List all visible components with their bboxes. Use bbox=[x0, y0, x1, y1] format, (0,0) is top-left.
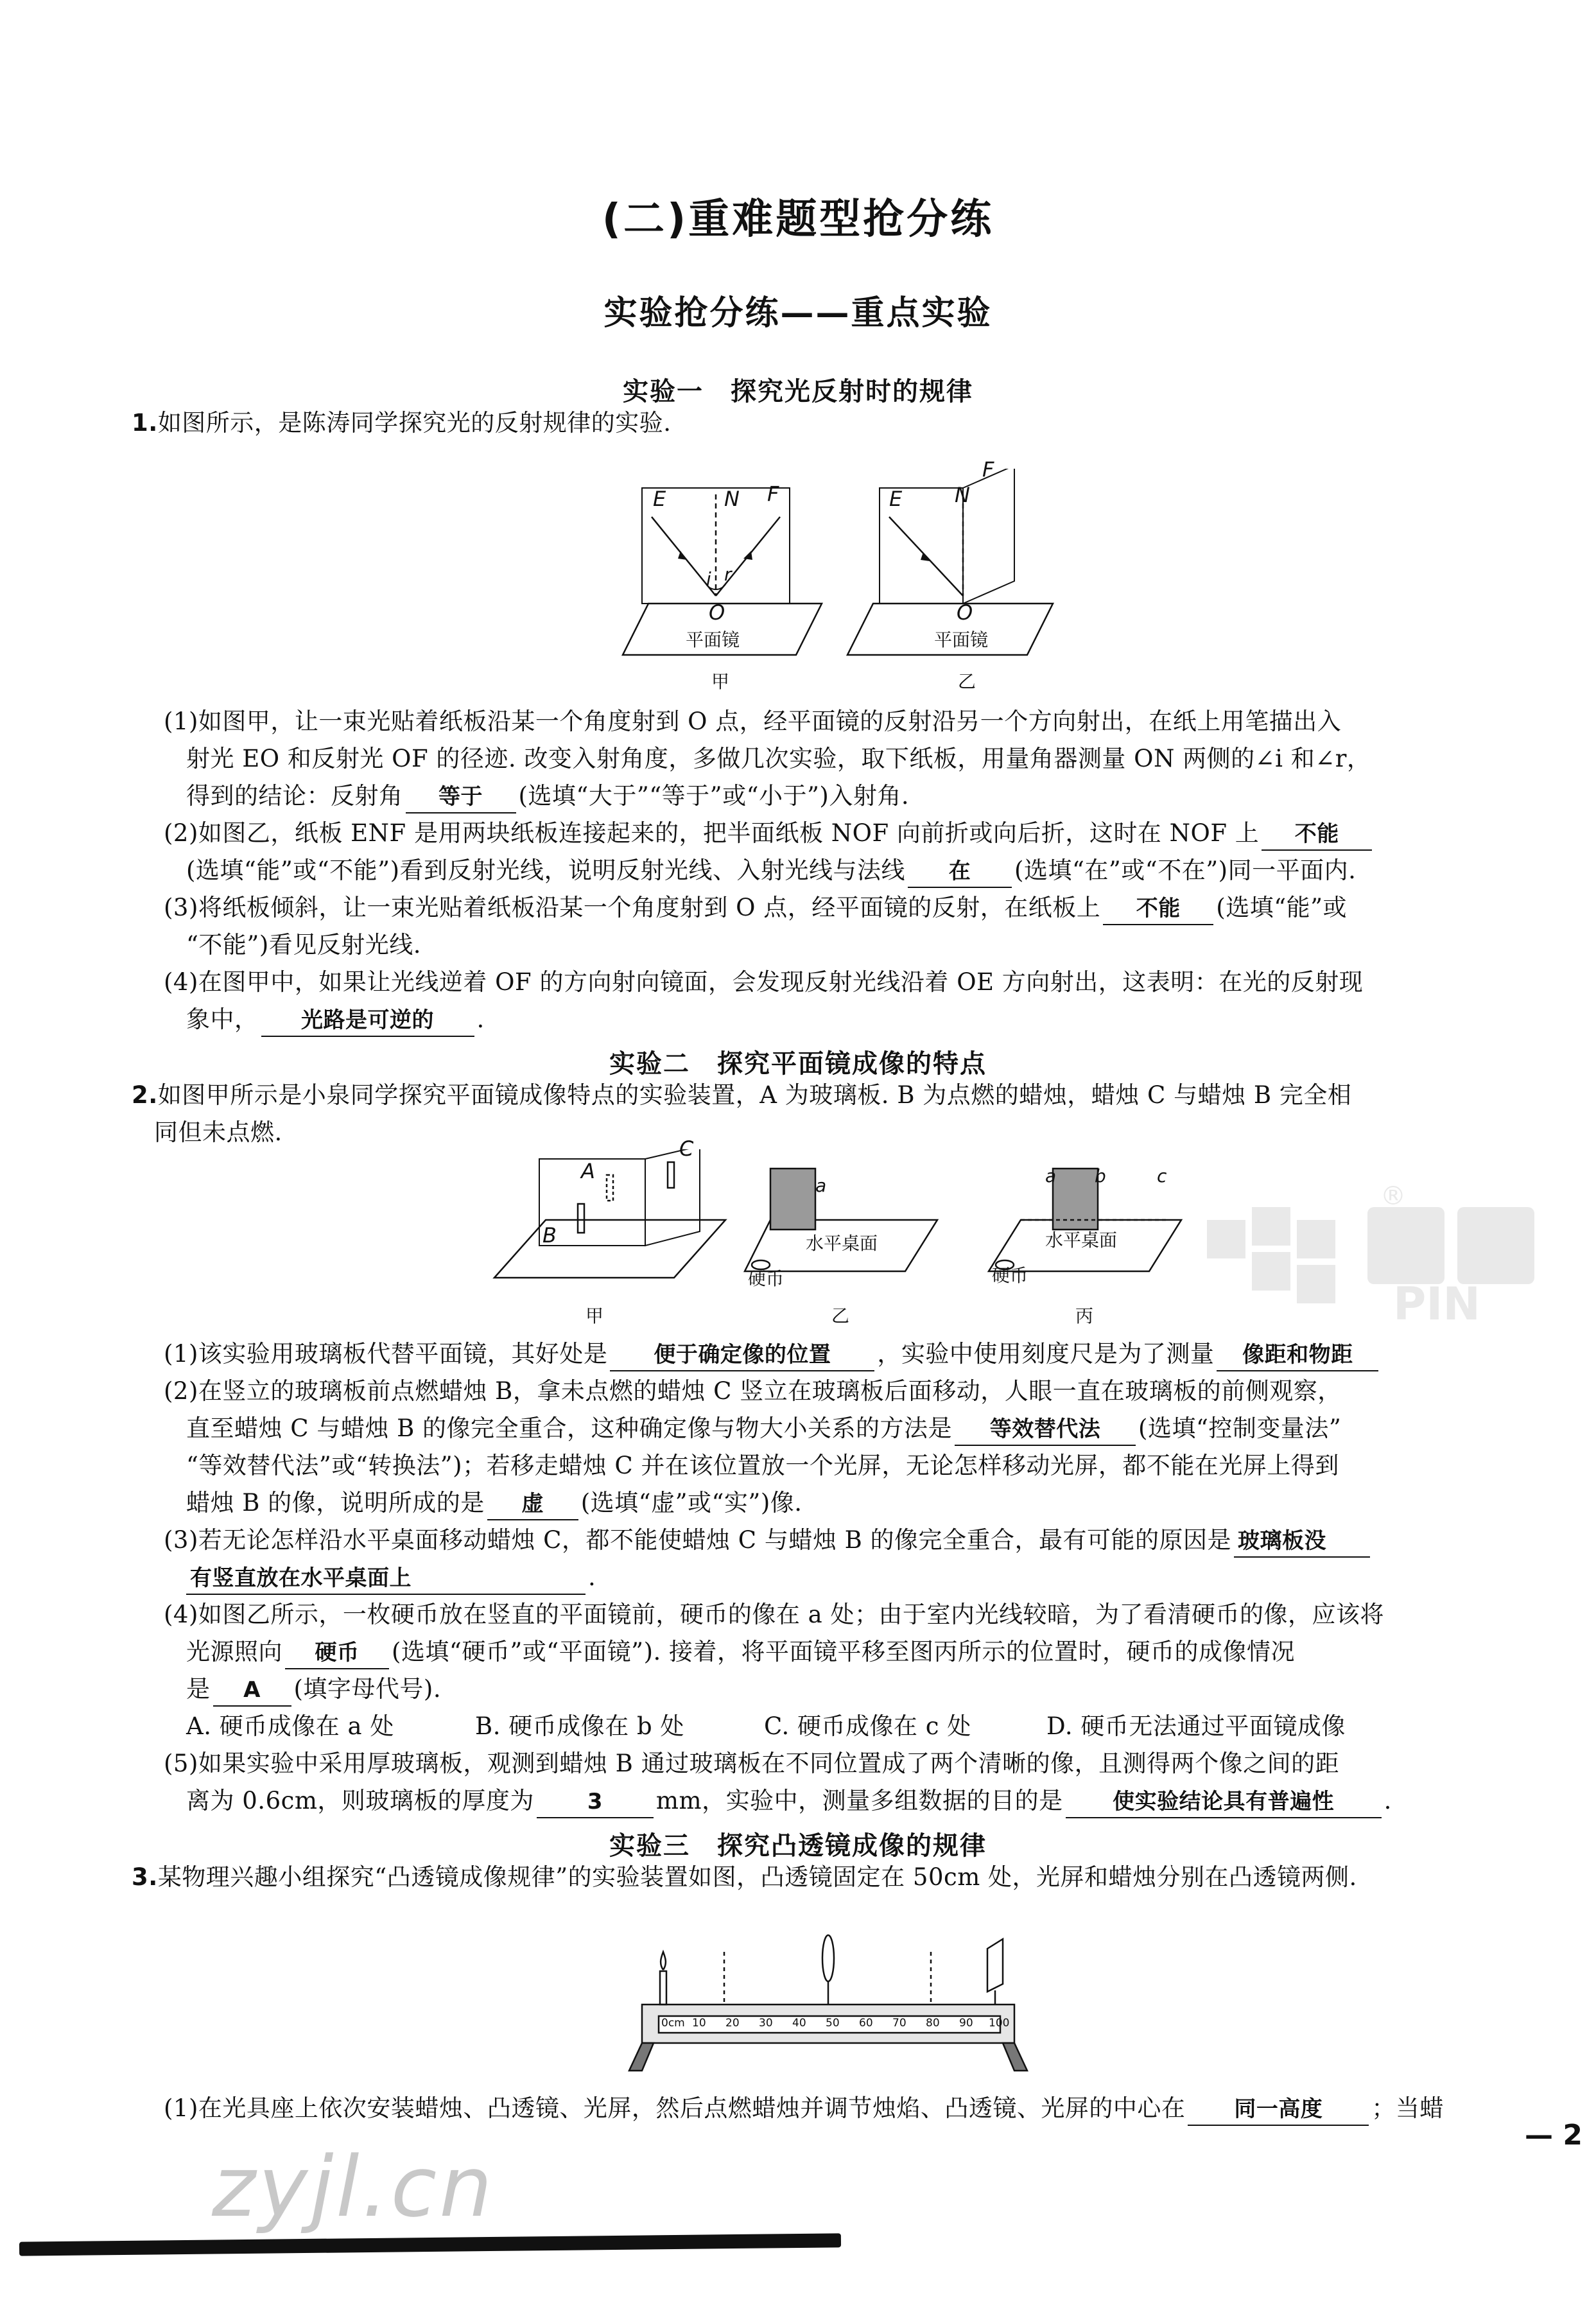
exp2-p4-text3: 是 bbox=[186, 1675, 211, 1703]
exp2-p5-answer2: 使实验结论具有普遍性 bbox=[1066, 1786, 1382, 1818]
exp2-p3-answer2: 有竖直放在水平桌面上 bbox=[186, 1563, 585, 1595]
exp1-p4-text: 象中， bbox=[186, 1005, 259, 1033]
exp1-p2-answer1: 不能 bbox=[1262, 819, 1372, 851]
caption-yi: 乙 bbox=[958, 671, 976, 692]
exp1-p4-answer: 光路是可逆的 bbox=[261, 1005, 474, 1037]
exp2-intro-line1 bbox=[132, 1080, 1351, 1111]
option-d: D. 硬币无法通过平面镜成像 bbox=[1046, 1712, 1346, 1740]
convex-lens bbox=[822, 1935, 834, 1981]
ruler-label: 100 bbox=[989, 2017, 1010, 2030]
question-number: 3. bbox=[132, 1863, 158, 1891]
label-f-yi: F bbox=[982, 457, 994, 482]
exp2-p4-answer1: 硬币 bbox=[285, 1637, 389, 1669]
exp2-options bbox=[186, 1711, 1346, 1742]
label-coin-yi: 硬币 bbox=[748, 1268, 785, 1289]
label-b-candle: B bbox=[542, 1223, 557, 1248]
caption-bing-2: 丙 bbox=[1075, 1305, 1094, 1326]
exp1-p4-end: . bbox=[476, 1005, 485, 1033]
board-right-yi bbox=[963, 469, 1014, 604]
ruler-label: 50 bbox=[826, 2017, 840, 2030]
option-b: B. 硬币成像在 b 处 bbox=[475, 1712, 684, 1740]
exp1-p1-answer: 等于 bbox=[406, 781, 516, 813]
ruler-label: 70 bbox=[892, 2017, 906, 2030]
exp2-p3-answer1: 玻璃板没 bbox=[1234, 1526, 1370, 1558]
exp2-p5-line1: (5)如果实验中采用厚玻璃板，观测到蜡烛 B 通过玻璃板在不同位置成了两个清晰的像，且测得两个像之间的距 bbox=[164, 1750, 1340, 1777]
label-c-candle: C bbox=[679, 1136, 694, 1161]
exp2-p2-line2 bbox=[186, 1413, 1341, 1446]
exp3-p1-text2: ；当蜡 bbox=[1371, 2094, 1444, 2122]
exp2-p2-answer1: 等效替代法 bbox=[955, 1414, 1136, 1446]
page-title: (二)重难题型抢分练 bbox=[602, 196, 994, 243]
exp2-p1-text2: ，实验中使用刻度尺是为了测量 bbox=[877, 1340, 1215, 1368]
label-i-jia: i bbox=[706, 568, 711, 589]
exp1-p1-line1: (1)如图甲，让一束光贴着纸板沿某一个角度射到 O 点，经平面镜的反射沿另一个方向射出，在纸上用笔描出入 bbox=[164, 708, 1342, 735]
exp1-p3-line2: “不能”)看见反射光线. bbox=[186, 931, 422, 959]
exp1-p3-line1 bbox=[164, 892, 1347, 925]
exp2-p4-hint2: (填字母代号). bbox=[293, 1675, 442, 1703]
mirror-yi bbox=[770, 1169, 815, 1230]
exp3-p1-text: (1)在光具座上依次安装蜡烛、凸透镜、光屏，然后点燃蜡烛并调节烛焰、凸透镜、光屏的中心在 bbox=[164, 2094, 1186, 2122]
bottom-bar bbox=[19, 2233, 841, 2256]
exp1-p2-answer2: 在 bbox=[908, 856, 1012, 888]
figure2-bing bbox=[989, 1169, 1181, 1271]
exp1-p4-line2 bbox=[186, 1004, 485, 1037]
question-number: 1. bbox=[132, 409, 158, 437]
page-number: — 2 bbox=[1525, 2119, 1583, 2152]
label-r-jia: r bbox=[724, 564, 732, 585]
exp2-p2-line4 bbox=[186, 1488, 802, 1520]
exp1-intro-text: 如图所示，是陈涛同学探究光的反射规律的实验. bbox=[157, 409, 672, 437]
ruler-label: 10 bbox=[692, 2017, 706, 2030]
exp2-p3-end: . bbox=[588, 1563, 596, 1591]
exp1-p2-text: (2)如图乙，纸板 ENF 是用两块纸板连接起来的，把半面纸板 NOF 向前折或向后折，这时在 NOF 上 bbox=[164, 819, 1260, 847]
figure2-jia bbox=[494, 1149, 725, 1278]
registered-mark: ® bbox=[1380, 1181, 1406, 1211]
exp2-p5-text: 离为 0.6cm，则玻璃板的厚度为 bbox=[186, 1787, 534, 1814]
candle-c bbox=[668, 1162, 674, 1188]
exp2-p1-text: (1)该实验用玻璃板代替平面镜，其好处是 bbox=[164, 1340, 608, 1368]
label-a-glass: A bbox=[581, 1159, 595, 1183]
exp2-p4-answer2: A bbox=[213, 1674, 291, 1707]
exp1-p1-text: 得到的结论：反射角 bbox=[186, 782, 403, 810]
label-o-jia: O bbox=[709, 600, 725, 625]
exp2-p1-answer1: 便于确定像的位置 bbox=[610, 1339, 874, 1371]
ruler-label: 90 bbox=[959, 2017, 973, 2030]
label-f-jia: F bbox=[767, 482, 779, 506]
exp1-heading: 实验一 探究光反射时的规律 bbox=[623, 377, 973, 406]
option-a: A. 硬币成像在 a 处 bbox=[186, 1712, 394, 1740]
optical-bench-figure bbox=[623, 1933, 1034, 2074]
exp2-p4-hint: (选填“硬币”或“平面镜”). 接着，将平面镜平移至图丙所示的位置时，硬币的成像情况 bbox=[392, 1638, 1296, 1666]
exp1-p4-line1: (4)在图甲中，如果让光线逆着 OF 的方向射向镜面，会发现反射光线沿着 OE 方向射出，这表明：在光的反射现 bbox=[164, 968, 1364, 996]
exp3-p1-line1 bbox=[164, 2093, 1444, 2126]
watermark-text: zyjl.cn bbox=[212, 2138, 495, 2236]
label-desk-yi: 水平桌面 bbox=[806, 1233, 878, 1254]
exp2-p4-line1: (4)如图乙所示，一枚硬币放在竖直的平面镜前，硬币的像在 a 处；由于室内光线较暗，为了看清硬币的像，应该将 bbox=[164, 1601, 1384, 1628]
bench-leg-right bbox=[1003, 2043, 1027, 2071]
exp3-p1-answer: 同一高度 bbox=[1188, 2094, 1369, 2126]
label-coin-bing: 硬币 bbox=[992, 1265, 1028, 1286]
label-e-yi: E bbox=[889, 487, 903, 511]
exp2-p4-line2 bbox=[186, 1637, 1295, 1669]
exp2-heading: 实验二 探究平面镜成像的特点 bbox=[609, 1049, 987, 1079]
ruler-label: 20 bbox=[725, 2017, 740, 2030]
exp1-p1-hint: (选填“大于”“等于”或“小于”)入射角. bbox=[518, 782, 910, 810]
candle-flame bbox=[661, 1952, 666, 1970]
caption-yi-2: 乙 bbox=[831, 1305, 850, 1326]
label-a-yi: a bbox=[815, 1175, 827, 1196]
bench-leg-left bbox=[629, 2043, 654, 2071]
caption-jia-2: 甲 bbox=[585, 1305, 604, 1326]
ruler-label: 40 bbox=[792, 2017, 806, 2030]
exp2-p2-text4: 蜡烛 B 的像，说明所成的是 bbox=[186, 1489, 485, 1517]
option-c: C. 硬币成像在 c 处 bbox=[764, 1712, 971, 1740]
exp2-p2-line1: (2)在竖立的玻璃板前点燃蜡烛 B，拿未点燃的蜡烛 C 竖立在玻璃板后面移动，人眼一直在玻璃板的前侧观察， bbox=[164, 1377, 1342, 1405]
exp1-p1-line3 bbox=[186, 781, 909, 813]
exp3-heading: 实验三 探究凸透镜成像的规律 bbox=[609, 1831, 987, 1861]
exp2-p2-hint: (选填“控制变量法” bbox=[1138, 1414, 1342, 1442]
exp2-p3-line2 bbox=[186, 1562, 596, 1595]
exp2-intro-text: 如图甲所示是小泉同学探究平面镜成像特点的实验装置，A 为玻璃板. B 为点燃的蜡烛，蜡烛 C 与蜡烛 B 完全相 bbox=[157, 1081, 1352, 1109]
exp1-p2-hint: (选填“在”或“不在”)同一平面内. bbox=[1014, 857, 1357, 884]
exp2-p1-line1 bbox=[164, 1339, 1381, 1371]
page-subtitle: 实验抢分练——重点实验 bbox=[603, 294, 993, 333]
exp2-p3-line1 bbox=[164, 1525, 1373, 1558]
ruler-label: 80 bbox=[926, 2017, 940, 2030]
candle-b bbox=[578, 1204, 584, 1233]
exp1-figure bbox=[616, 469, 1066, 668]
exp1-p1-line2: 射光 EO 和反射光 OF 的径迹. 改变入射角度，多做几次实验，取下纸板，用量角器测量 ON 两侧的∠i 和∠r， bbox=[186, 745, 1371, 772]
ruler-labels bbox=[661, 2017, 1021, 2030]
label-mirror-jia: 平面镜 bbox=[686, 629, 740, 650]
exp2-p1-answer2: 像距和物距 bbox=[1217, 1339, 1378, 1371]
exp2-p2-hint2: (选填“虚”或“实”)像. bbox=[580, 1489, 802, 1517]
table-jia bbox=[494, 1220, 725, 1278]
exp2-p5-end: . bbox=[1383, 1787, 1392, 1814]
exp2-p5-text2: mm，实验中，测量多组数据的目的是 bbox=[655, 1787, 1063, 1814]
exp2-p2-text: 直至蜡烛 C 与蜡烛 B 的像完全重合，这种确定像与物大小关系的方法是 bbox=[186, 1414, 953, 1442]
caption-jia: 甲 bbox=[711, 671, 730, 692]
ruler-label: 60 bbox=[859, 2017, 873, 2030]
exp3-intro bbox=[132, 1862, 1357, 1893]
ruler-label: 0cm bbox=[661, 2017, 685, 2030]
light-screen bbox=[987, 1939, 1003, 1992]
exp2-p5-answer1: 3 bbox=[537, 1786, 654, 1818]
label-a-bing: a bbox=[1045, 1165, 1057, 1187]
label-b-bing: b bbox=[1095, 1165, 1106, 1187]
exp1-p2-line1 bbox=[164, 818, 1375, 851]
exp1-p3-text: (3)将纸板倾斜，让一束光贴着纸板沿某一个角度射到 O 点，经平面镜的反射，在纸板上 bbox=[164, 894, 1101, 921]
label-mirror-yi: 平面镜 bbox=[934, 629, 989, 650]
label-c-bing: c bbox=[1157, 1165, 1167, 1187]
exp2-intro-line2: 同但未点燃. bbox=[154, 1118, 282, 1146]
publisher-logo-watermark bbox=[1201, 1181, 1586, 1335]
candle-image bbox=[607, 1175, 613, 1201]
label-e-jia: E bbox=[653, 487, 666, 511]
exp1-p3-hint: (选填“能”或 bbox=[1216, 894, 1348, 921]
exp1-p2-text2: (选填“能”或“不能”)看到反射光线，说明反射光线、入射光线与法线 bbox=[186, 857, 906, 884]
exp2-p4-text: 光源照向 bbox=[186, 1638, 282, 1666]
exp1-p2-line2 bbox=[186, 855, 1356, 888]
exp3-intro-text: 某物理兴趣小组探究“凸透镜成像规律”的实验装置如图，凸透镜固定在 50cm 处，光屏和蜡烛分别在凸透镜两侧. bbox=[157, 1863, 1357, 1891]
exp2-p4-line3 bbox=[186, 1674, 441, 1707]
logo-text: PIN bbox=[1393, 1278, 1480, 1330]
label-n-jia: N bbox=[724, 487, 740, 511]
label-n-yi: N bbox=[955, 483, 970, 507]
ruler-label: 30 bbox=[759, 2017, 773, 2030]
candle bbox=[660, 1971, 666, 2005]
exp1-intro bbox=[132, 408, 672, 439]
exp2-p2-answer2: 虚 bbox=[487, 1488, 578, 1520]
exp2-p3-text: (3)若无论怎样沿水平桌面移动蜡烛 C，都不能使蜡烛 C 与蜡烛 B 的像完全重合，最有可能的原因是 bbox=[164, 1526, 1232, 1554]
figure2-yi bbox=[745, 1169, 937, 1271]
question-number: 2. bbox=[132, 1081, 158, 1109]
label-o-yi: O bbox=[957, 600, 973, 625]
exp2-p2-line3: “等效替代法”或“转换法”)；若移走蜡烛 C 并在该位置放一个光屏，无论怎样移动光屏，都不能在光屏上得到 bbox=[186, 1452, 1339, 1479]
exp1-p3-answer: 不能 bbox=[1103, 893, 1213, 925]
exp2-p5-line2 bbox=[186, 1786, 1392, 1818]
label-desk-bing: 水平桌面 bbox=[1045, 1230, 1118, 1251]
